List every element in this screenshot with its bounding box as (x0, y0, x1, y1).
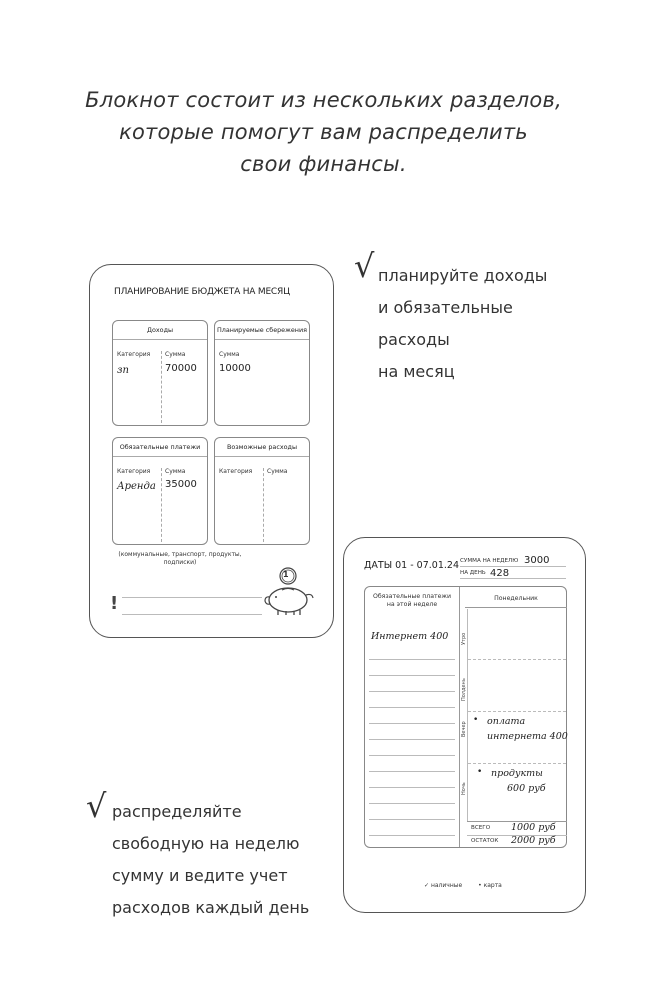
mandatory-category-label: Категория (117, 468, 151, 475)
savings-sum-label: Сумма (219, 351, 240, 358)
monthly-budget-card (89, 264, 334, 638)
left-row-line (369, 691, 455, 692)
weekly-planner-card (343, 537, 586, 913)
checkmark-icon: √ (354, 247, 375, 285)
week-sum-underline (460, 566, 566, 567)
time-column-divider (467, 609, 468, 821)
left-row-line (369, 675, 455, 676)
time-night: Ночь (461, 782, 467, 795)
expense-2-title: продукты (491, 768, 543, 779)
budget-title: ПЛАНИРОВАНИЕ БЮДЖЕТА НА МЕСЯЦ (114, 287, 290, 297)
mandatory-week-header: Обязательные платежи на этой неделе (372, 593, 451, 608)
possible-header: Возможные расходы (215, 438, 309, 457)
income-box (112, 320, 208, 426)
right-line-4: на месяц (378, 362, 455, 381)
intro-text (0, 84, 647, 180)
checkmark-icon: √ (86, 787, 107, 825)
coin-number: 1 (283, 570, 289, 579)
left-row-line (369, 659, 455, 660)
expense-1-title: оплата (487, 716, 526, 727)
left-row-line (369, 739, 455, 740)
week-sum-value: 3000 (524, 555, 550, 566)
right-line-1: планируйте доходы (378, 266, 548, 285)
income-category-label: Категория (117, 351, 151, 358)
left-row-line (369, 803, 455, 804)
mandatory-divider (161, 468, 162, 542)
mandatory-header: Обязательные платежи (113, 438, 207, 457)
left-row-line (369, 835, 455, 836)
left-row-line (369, 819, 455, 820)
expense-bullet: • (477, 767, 483, 777)
left-line-3: сумму и ведите учет (112, 866, 288, 885)
expense-2-amount: 600 руб (507, 783, 546, 794)
intro-line-2: которые помогут вам распределить (119, 120, 528, 144)
exclamation-mark: ! (110, 593, 119, 614)
left-line-1: распределяйте (112, 802, 242, 821)
income-sum-label: Сумма (165, 351, 186, 358)
intro-line-1: Блокнот состоит из нескольких разделов, (85, 88, 562, 112)
savings-sum-value: 10000 (219, 363, 251, 374)
income-header: Доходы (113, 321, 207, 340)
rest-label: ОСТАТОК (471, 838, 499, 844)
possible-expenses-box (214, 437, 310, 545)
cash-icon: ✓ (424, 882, 430, 889)
weekly-table (364, 586, 567, 848)
time-separator (468, 763, 566, 764)
total-value: 1000 руб (511, 822, 556, 833)
monday-header-line (465, 607, 567, 608)
right-line-3: расходы (378, 330, 450, 349)
savings-box (214, 320, 310, 426)
left-row-line (369, 707, 455, 708)
week-sum-label: СУММА НА НЕДЕЛЮ (460, 558, 519, 564)
week-dates: ДАТЫ 01 - 07.01.24 (364, 560, 459, 571)
column-divider (459, 587, 460, 847)
left-row-line (369, 771, 455, 772)
payment-legend (424, 882, 502, 889)
day-sum-label: НА ДЕНЬ (460, 570, 486, 576)
total-label: ВСЕГО (471, 825, 491, 831)
intro-line-3: свои финансы. (240, 152, 407, 176)
legend-cash: наличные (430, 882, 463, 889)
income-sum-value: 70000 (165, 363, 197, 374)
rest-value: 2000 руб (511, 835, 556, 846)
time-morning: Утро (461, 632, 467, 645)
possible-category-label: Категория (219, 468, 253, 475)
piggy-bank-icon (262, 565, 318, 617)
legend-card: карта (483, 882, 502, 889)
reminder-line (122, 597, 262, 615)
possible-sum-label: Сумма (267, 468, 288, 475)
week-mandatory-entry: Интернет 400 (371, 631, 449, 642)
expense-1-amount: интернета 400 (487, 731, 568, 742)
left-row-line (369, 787, 455, 788)
mandatory-sum-value: 35000 (165, 479, 197, 490)
left-line-2: свободную на неделю (112, 834, 300, 853)
expense-bullet: • (473, 715, 479, 725)
savings-header: Планируемые сбережения (215, 321, 309, 340)
mandatory-category-value: Аренда (117, 481, 156, 492)
left-row-line (369, 755, 455, 756)
monday-header: Понедельник (494, 595, 538, 602)
left-row-line (369, 723, 455, 724)
mandatory-payments-box (112, 437, 208, 545)
day-sum-value: 428 (490, 568, 510, 579)
income-divider (161, 351, 162, 423)
expenses-note: (коммунальные, транспорт, продукты, подписки) (118, 551, 242, 566)
right-line-2: и обязательные (378, 298, 513, 317)
income-category-value: зп (117, 365, 129, 376)
possible-divider (263, 468, 264, 542)
time-separator (468, 659, 566, 660)
left-line-4: расходов каждый день (112, 898, 310, 917)
time-noon: Полдень (461, 678, 467, 701)
time-separator (468, 711, 566, 712)
card-bullet-icon: • (478, 882, 482, 889)
mandatory-sum-label: Сумма (165, 468, 186, 475)
day-sum-underline (460, 578, 566, 579)
time-evening: Вечер (461, 721, 467, 737)
